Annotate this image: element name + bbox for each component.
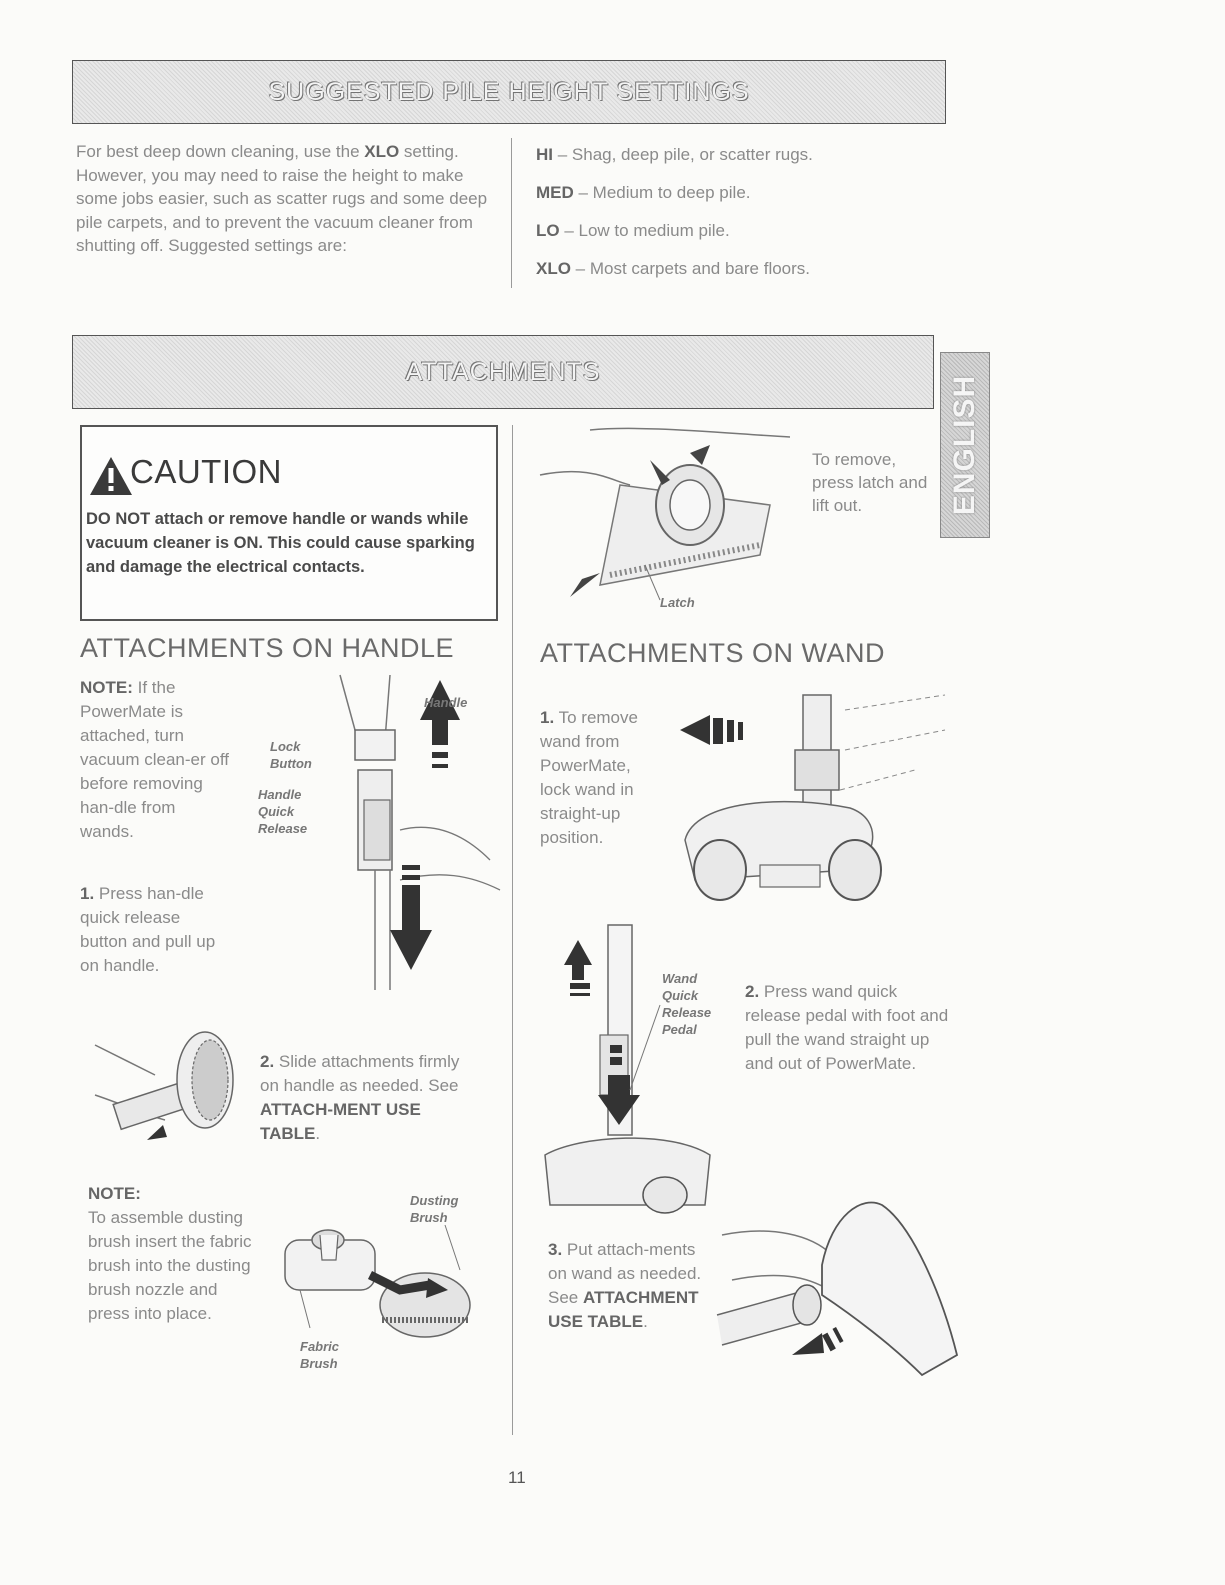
lock-button-label: Lock Button bbox=[270, 739, 312, 771]
step-number: 1. bbox=[540, 708, 555, 727]
handle-note bbox=[80, 676, 230, 844]
dusting-brush-label: Dusting Brush bbox=[410, 1193, 459, 1225]
dusting-note-label: NOTE: bbox=[88, 1184, 141, 1203]
setting-desc: – Most carpets and bare floors. bbox=[570, 259, 811, 278]
setting-xlo bbox=[536, 250, 926, 288]
remove-latch-text: To remove, press latch and lift out. bbox=[812, 450, 928, 515]
pile-intro-end: setting. However, you may need to raise the height to make some jobs easier, such as scatter rugs and some deep pile carpets, and to prevent the vacuum cleaner from shutting off. Suggested settings are: bbox=[76, 142, 488, 255]
pile-intro-start: For best deep down cleaning, use the bbox=[76, 142, 365, 161]
wand-step-3-bold: ATTACHMENT USE TABLE bbox=[548, 1288, 699, 1331]
wand-pedal-illustration bbox=[540, 925, 715, 1210]
latch-label: Latch bbox=[660, 595, 695, 610]
pile-intro bbox=[76, 140, 488, 258]
warning-icon bbox=[88, 455, 134, 497]
pile-intro-bold: XLO bbox=[364, 142, 400, 161]
handle-step-2-end: . bbox=[315, 1124, 321, 1143]
step-number: 2. bbox=[260, 1052, 275, 1071]
english-tab-label: ENGLISH bbox=[948, 374, 981, 516]
nozzle-latch-illustration bbox=[530, 425, 805, 615]
setting-desc: – Shag, deep pile, or scatter rugs. bbox=[553, 145, 813, 164]
setting-med bbox=[536, 174, 926, 212]
setting-code: LO bbox=[536, 221, 560, 240]
step-number: 1. bbox=[80, 884, 95, 903]
fabric-brush-label: Fabric Brush bbox=[300, 1339, 340, 1371]
step-number: 2. bbox=[745, 982, 760, 1001]
handle-label: Handle bbox=[424, 695, 468, 710]
handle-note-text: If the PowerMate is attached, turn vacuum clean-er off before removing han-dle from wands. bbox=[80, 678, 229, 841]
handle-release-illustration bbox=[330, 670, 510, 1000]
setting-code: HI bbox=[536, 145, 553, 164]
handle-step-1 bbox=[80, 882, 220, 978]
wand-step-3-text: Put attach-ments on wand as needed. See bbox=[548, 1240, 702, 1307]
attachments-divider bbox=[512, 425, 513, 1435]
dusting-note-text: To assemble dusting brush insert the fabric brush into the dusting brush nozzle and press into place. bbox=[88, 1208, 252, 1323]
setting-code: MED bbox=[536, 183, 574, 202]
setting-hi bbox=[536, 136, 926, 174]
pile-height-banner: SUGGESTED PILE HEIGHT SETTINGS bbox=[72, 60, 946, 124]
attach-on-wand-illustration bbox=[712, 1195, 962, 1385]
dusting-brush-illustration bbox=[280, 1210, 480, 1350]
handle-note-label: NOTE: bbox=[80, 678, 133, 697]
wand-step-3 bbox=[548, 1238, 708, 1334]
handle-step-1-text: Press han-dle quick release button and pull up on handle. bbox=[80, 884, 216, 975]
setting-code: XLO bbox=[536, 259, 571, 278]
attachments-on-wand-heading: ATTACHMENTS ON WAND bbox=[540, 638, 885, 668]
wand-step-3-end: . bbox=[643, 1312, 648, 1331]
step-number: 3. bbox=[548, 1240, 563, 1259]
wand-step-1-text: To remove wand from PowerMate, lock wand in straight-up position. bbox=[540, 708, 638, 847]
english-side-tab bbox=[940, 352, 990, 538]
handle-step-2-bold: ATTACH-MENT USE TABLE bbox=[260, 1100, 421, 1143]
pile-settings-list bbox=[536, 136, 926, 288]
attachments-on-handle-heading: ATTACHMENTS ON HANDLE bbox=[80, 633, 455, 663]
handle-step-2 bbox=[260, 1050, 480, 1146]
handle-quick-release-label: Handle Quick Release bbox=[258, 787, 308, 836]
attachments-banner: ATTACHMENTS bbox=[72, 335, 934, 409]
wand-pedal-label: Wand Quick Release Pedal bbox=[662, 971, 712, 1037]
caution-title: CAUTION bbox=[130, 453, 282, 490]
wand-step-2-text: Press wand quick release pedal with foot and pull the wand straight up and out of PowerMate. bbox=[745, 982, 949, 1073]
wand-step-2 bbox=[745, 980, 957, 1076]
caution-text: DO NOT attach or remove handle or wands while vacuum cleaner is ON. This could cause sparking and damage the electrical contacts. bbox=[86, 510, 475, 576]
setting-lo bbox=[536, 212, 926, 250]
setting-desc: – Medium to deep pile. bbox=[573, 183, 751, 202]
wand-step-1 bbox=[540, 706, 660, 850]
page-number: 11 bbox=[508, 1468, 526, 1487]
setting-desc: – Low to medium pile. bbox=[559, 221, 730, 240]
attach-on-handle-illustration bbox=[85, 1025, 245, 1145]
wand-lock-illustration bbox=[675, 690, 955, 905]
handle-step-2-text: Slide attachments firmly on handle as needed. See bbox=[260, 1052, 460, 1095]
caution-box bbox=[80, 425, 498, 621]
dusting-note bbox=[88, 1182, 263, 1326]
pile-divider bbox=[511, 138, 512, 288]
